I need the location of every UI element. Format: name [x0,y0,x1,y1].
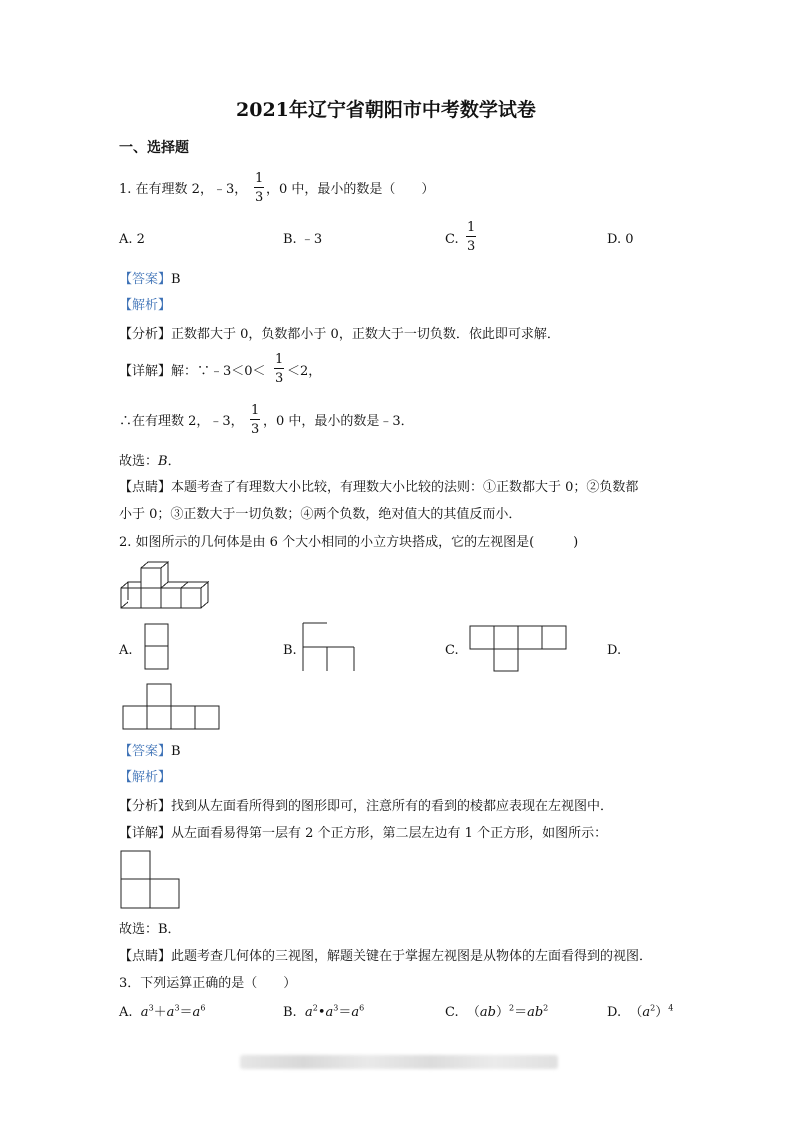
answer-tag: 【答案】 [119,744,172,759]
q1-option-c[interactable]: C. [445,232,459,247]
q1-option-d[interactable]: D. 0 [607,232,634,247]
q1-therefore-b: ，0 中，最小的数是﹣3． [263,414,414,429]
q2-choose-line: 故选：B． [119,922,181,937]
q3-option-c[interactable]: C. $(ab)^2=ab^2$ [445,1003,549,1020]
page-title: 2021年辽宁省朝阳市中考数学试卷 [236,99,536,121]
q2-answer: B [171,744,181,759]
q1-dianjing-2: 小于 0；③正数大于一切负数；④两个负数，绝对值大的其值反而小． [119,507,522,522]
q2-option-d[interactable]: D. [607,643,622,658]
section-heading: 一、选择题 [119,140,189,156]
q1-option-a[interactable]: A. 2 [119,232,145,247]
q3-option-b[interactable]: B. $a^2•a^3=a^6$ [283,1003,365,1020]
q1-xiangjie-fraction: $\frac{1}{3}$ [275,352,284,386]
q1-option-c-fraction: $\frac{1}{3}$ [467,220,476,254]
q2-dianjing-line: 【点睛】此题考查几何体的三视图，解题关键在于掌握左视图是从物体的左面看得到的视图． [119,949,653,964]
q1-dianjing-1: 【点睛】本题考查了有理数大小比较，有理数大小比较的法则：①正数都大于 0；②负数都 [119,480,639,495]
q1-stem-a: 1. 在有理数 2，﹣3， [119,182,248,197]
q2-option-b-figure [302,622,358,672]
q2-option-a[interactable]: A. [119,643,133,658]
q3-option-d[interactable]: D. $(a^2)^4$ [607,1003,674,1020]
q2-fenxi-line: 【分析】找到从左面看所得到的图形即可，注意所有的看到的棱都应表现在左视图中． [119,799,614,814]
q2-option-b[interactable]: B. [283,643,297,658]
q1-answer: B [171,272,181,287]
q2-option-a-figure [144,623,170,671]
q3-stem: 3．下列运算正确的是（ ） [119,976,297,991]
answer-tag: 【答案】 [119,272,172,287]
q1-answer-line [119,273,181,286]
q2-analysis-tag: 【解析】 [119,770,172,785]
q2-left-view-figure [120,850,184,910]
q2-stem: 2. 如图所示的几何体是由 6 个大小相同的小立方块搭成，它的左视图是( ) [119,535,579,550]
q1-option-b[interactable]: B. ﹣3 [283,232,323,247]
watermark-strip [240,1055,558,1069]
q3-option-a[interactable]: A. $a^3+a^3=a^6$ [119,1003,206,1020]
q1-stem-b: ，0 中，最小的数是（ ） [266,182,435,197]
q1-analysis-tag: 【解析】 [119,298,172,313]
q2-solid-figure [116,560,216,612]
q1-fenxi-line: 【分析】正数都大于 0，负数都小于 0，正数大于一切负数．依此即可求解． [119,327,560,342]
q2-answer-line [119,745,181,758]
q1-therefore-fraction: $\frac{1}{3}$ [251,403,260,437]
q1-xiangjie-a: 【详解】解：∵﹣3＜0＜ [119,364,266,379]
q1-therefore-a: ∴在有理数 2，﹣3， [119,414,244,429]
q2-option-c[interactable]: C. [445,643,459,658]
q1-choose-line: 故选：B． [119,454,181,469]
q2-option-d-figure [122,683,222,731]
q2-option-c-figure [469,625,569,673]
q1-stem-fraction: $\frac{1}{3}$ [255,171,264,205]
q2-xiangjie-line: 【详解】从左面看易得第一层有 2 个正方形，第二层左边有 1 个正方形，如图所示： [119,826,608,841]
q1-xiangjie-b: ＜2， [287,364,322,379]
